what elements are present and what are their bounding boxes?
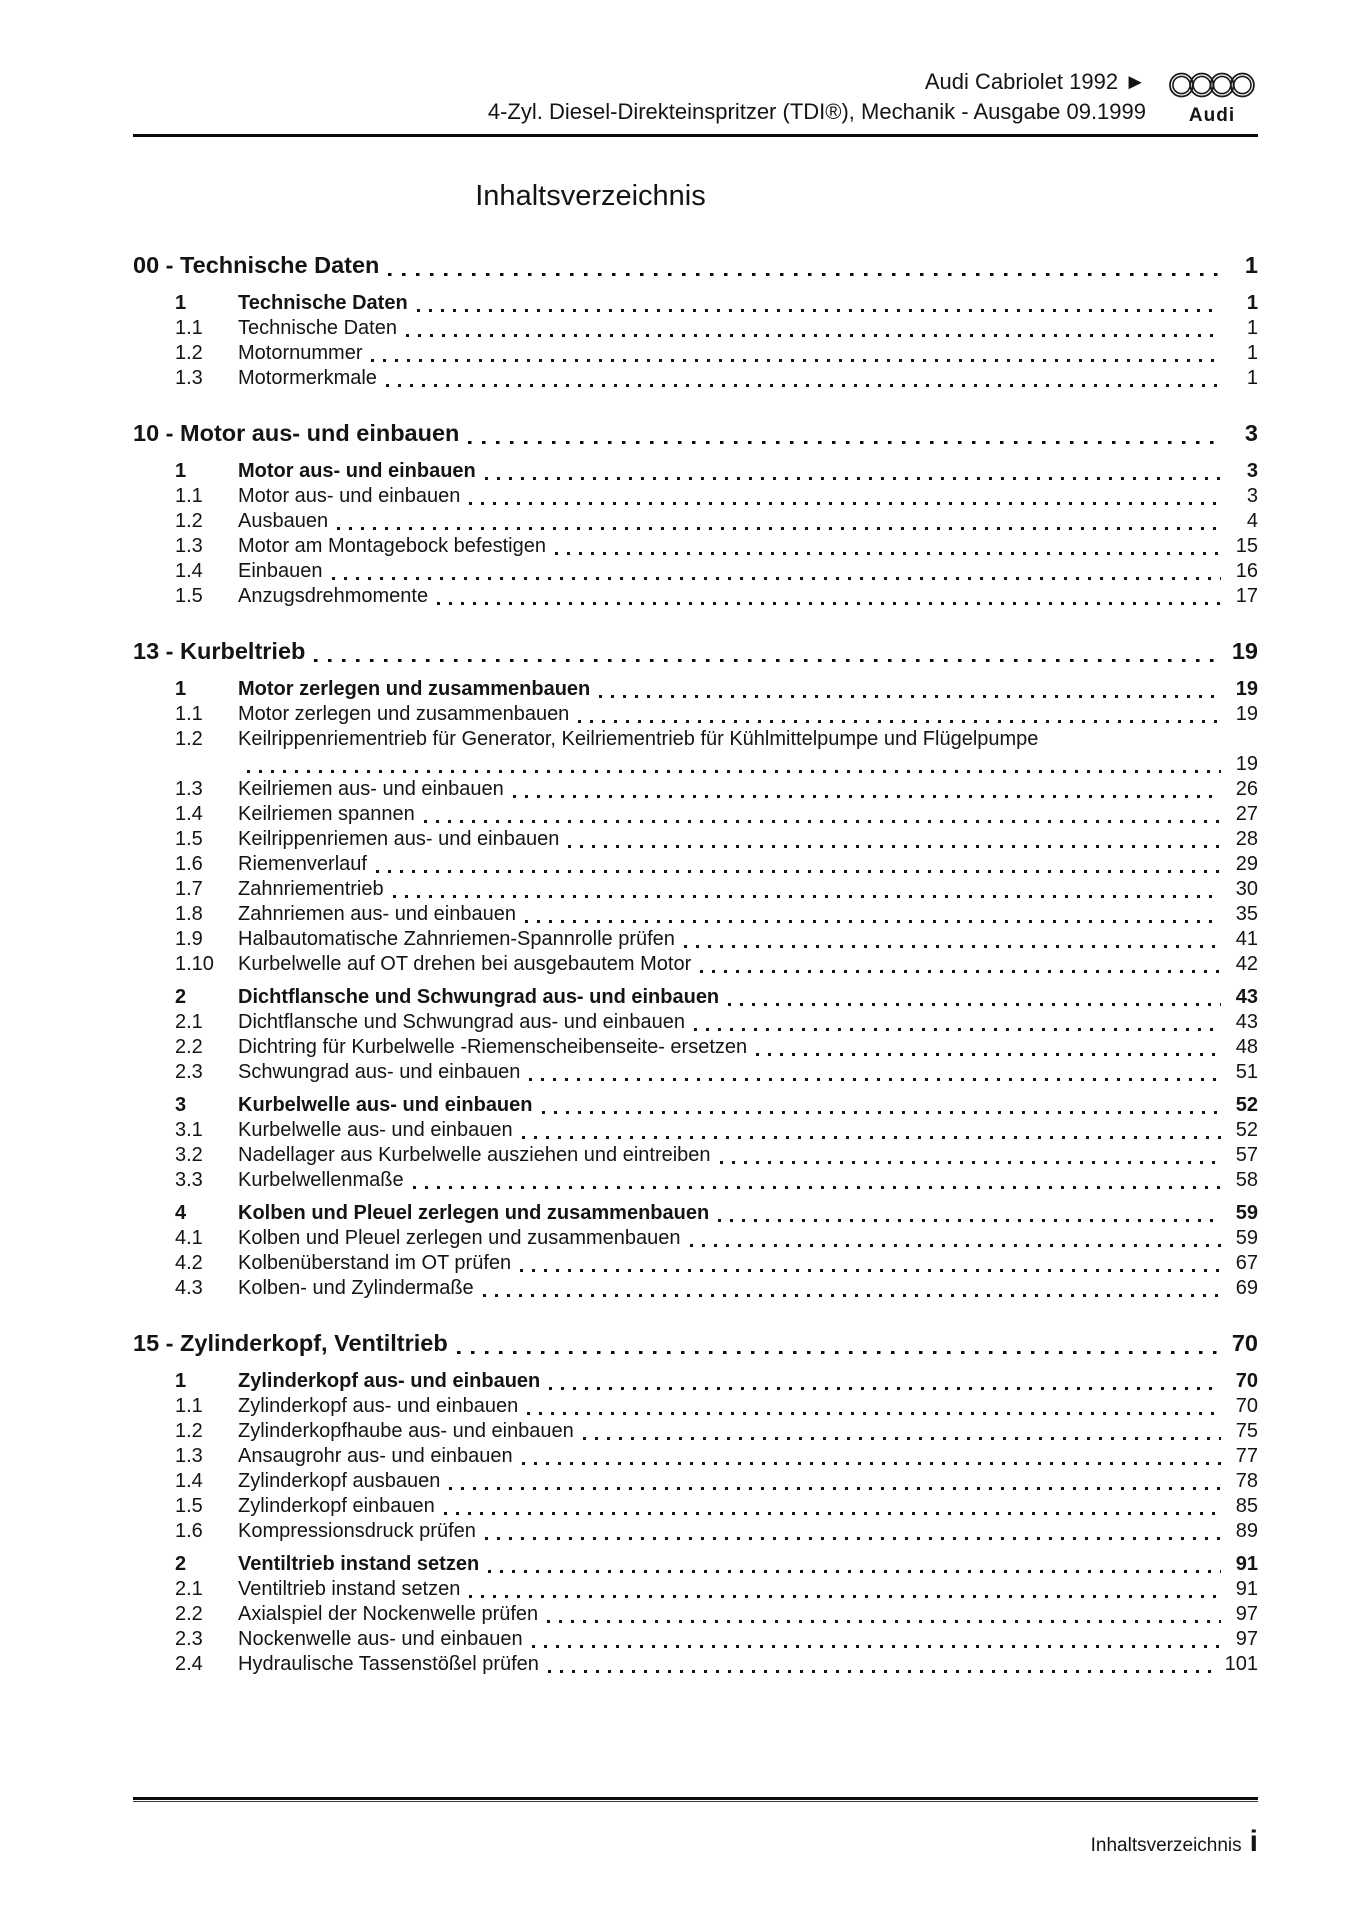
toc-entry — [133, 1251, 1258, 1276]
entry-title: Motor zerlegen und zusammenbauen — [238, 678, 591, 700]
entry-page-number: 101 — [1224, 1653, 1258, 1675]
dot-leader — [376, 870, 1221, 873]
toc-entry — [133, 584, 1258, 609]
entry-page-number: 78 — [1235, 1470, 1258, 1492]
entry-number: 1.5 — [175, 585, 203, 607]
entry-number: 1.2 — [175, 342, 203, 364]
entry-number: 4 — [175, 1202, 187, 1224]
entry-number: 1.3 — [175, 778, 203, 800]
dot-leader — [555, 552, 1221, 555]
entry-number: 1.1 — [175, 703, 203, 725]
dot-leader — [449, 1487, 1221, 1490]
entry-title: Kompressionsdruck prüfen — [238, 1520, 476, 1542]
entry-number: 1.2 — [175, 728, 203, 750]
entry-title: Zylinderkopf aus- und einbauen — [238, 1395, 519, 1417]
toc-entry — [133, 316, 1258, 341]
entry-page-number: 57 — [1235, 1144, 1258, 1166]
entry-title: Kolben und Pleuel zerlegen und zusammenbauen — [238, 1202, 710, 1224]
entry-title: Keilrippenriemen aus- und einbauen — [238, 828, 560, 850]
entry-title: Keilriemen aus- und einbauen — [238, 778, 504, 800]
dot-leader — [488, 1570, 1221, 1573]
entry-title: Motormerkmale — [238, 367, 377, 389]
entry-number: 3.1 — [175, 1119, 203, 1141]
entry-number: 3.3 — [175, 1169, 203, 1191]
toc-entry — [133, 1627, 1258, 1652]
toc-entry — [133, 484, 1258, 509]
entry-page-number: 27 — [1235, 803, 1258, 825]
toc-entry — [133, 509, 1258, 534]
dot-leader — [469, 1595, 1221, 1598]
header-edition-line: 4-Zyl. Diesel-Direkteinspritzer (TDI®), Mechanik - Ausgabe 09.1999 — [487, 99, 1146, 124]
header-text — [488, 67, 1146, 127]
entry-title: Zahnriementrieb — [238, 878, 384, 900]
dot-leader — [529, 1078, 1221, 1081]
entry-number: 2.4 — [175, 1653, 203, 1675]
toc-entry — [133, 459, 1258, 484]
toc-entry — [133, 559, 1258, 584]
toc-section — [133, 635, 1258, 1301]
toc-entry — [133, 827, 1258, 852]
entry-title: Technische Daten — [238, 317, 397, 339]
entry-title: Kurbelwelle auf OT drehen bei ausgebautem Motor — [238, 953, 692, 975]
entry-title: Einbauen — [238, 560, 323, 582]
entry-number: 1.5 — [175, 828, 203, 850]
entry-title: Kolben und Pleuel zerlegen und zusammenbauen — [238, 1227, 681, 1249]
dot-leader — [483, 1294, 1221, 1297]
entry-title: Kurbelwelle aus- und einbauen — [238, 1094, 533, 1116]
dot-leader — [568, 845, 1221, 848]
dot-leader — [756, 1053, 1221, 1056]
entry-title: Motor zerlegen und zusammenbauen — [238, 703, 570, 725]
dot-leader — [469, 502, 1221, 505]
toc-entry — [133, 1010, 1258, 1035]
toc-entry — [133, 927, 1258, 952]
entry-page-number: 1 — [1246, 342, 1258, 364]
toc-entry — [133, 702, 1258, 727]
entry-title: Zylinderkopfhaube aus- und einbauen — [238, 1420, 574, 1442]
entry-number: 2 — [175, 986, 187, 1008]
entry-page-number: 52 — [1235, 1119, 1258, 1141]
section-page-number: 19 — [1231, 638, 1258, 664]
entry-number: 1.2 — [175, 510, 203, 532]
dot-leader — [583, 1437, 1221, 1440]
dot-leader — [527, 1412, 1221, 1415]
toc-entry — [133, 952, 1258, 977]
dot-leader — [444, 1512, 1221, 1515]
entry-number: 2.1 — [175, 1578, 203, 1600]
entry-number: 1.10 — [175, 953, 214, 975]
toc-entry — [133, 1469, 1258, 1494]
toc-entry — [133, 366, 1258, 391]
dot-leader — [247, 770, 1221, 773]
entry-number: 1.7 — [175, 878, 203, 900]
toc-entry — [133, 1552, 1258, 1577]
toc-entry — [133, 802, 1258, 827]
entry-number: 1.4 — [175, 560, 203, 582]
entry-page-number: 51 — [1235, 1061, 1258, 1083]
toc-entry-continuation — [133, 752, 1258, 777]
audi-rings-icon — [1168, 64, 1256, 106]
entry-page-number: 1 — [1246, 317, 1258, 339]
entry-page-number: 29 — [1235, 853, 1258, 875]
toc-section-header — [133, 1327, 1258, 1359]
dot-leader — [728, 1003, 1221, 1006]
toc-entry — [133, 1168, 1258, 1193]
entry-title: Ventiltrieb instand setzen — [238, 1553, 480, 1575]
toc-entry — [133, 1652, 1258, 1677]
entry-title: Motornummer — [238, 342, 363, 364]
dot-leader — [684, 945, 1221, 948]
entry-page-number: 89 — [1235, 1520, 1258, 1542]
toc-entry — [133, 1143, 1258, 1168]
dot-leader — [549, 1387, 1221, 1390]
audi-wordmark: Audi — [1188, 105, 1236, 126]
entry-page-number: 16 — [1235, 560, 1258, 582]
entry-page-number: 48 — [1235, 1036, 1258, 1058]
entry-title: Ventiltrieb instand setzen — [238, 1578, 461, 1600]
entry-page-number: 35 — [1235, 903, 1258, 925]
toc-entry — [133, 677, 1258, 702]
audi-logo — [1166, 64, 1258, 127]
entry-title: Keilriemen spannen — [238, 803, 415, 825]
entry-title: Nadellager aus Kurbelwelle ausziehen und eintreiben — [238, 1144, 711, 1166]
dot-leader — [718, 1219, 1221, 1222]
dot-leader — [690, 1244, 1221, 1247]
toc — [133, 249, 1258, 1677]
entry-number: 1.5 — [175, 1495, 203, 1517]
entry-number: 1.6 — [175, 853, 203, 875]
section-title: 15 - Zylinderkopf, Ventiltrieb — [133, 1330, 448, 1356]
entry-number: 1.1 — [175, 1395, 203, 1417]
entry-page-number: 30 — [1235, 878, 1258, 900]
toc-entry — [133, 341, 1258, 366]
dot-leader — [700, 970, 1221, 973]
entry-number: 1.6 — [175, 1520, 203, 1542]
toc-entry — [133, 1444, 1258, 1469]
section-page-number: 70 — [1231, 1330, 1258, 1356]
entry-page-number: 43 — [1235, 986, 1258, 1008]
entry-title: Zahnriemen aus- und einbauen — [238, 903, 516, 925]
dot-leader — [393, 895, 1221, 898]
toc-entry — [133, 1201, 1258, 1226]
header-divider — [133, 134, 1258, 137]
entry-number: 1.4 — [175, 1470, 203, 1492]
dot-leader — [437, 602, 1221, 605]
toc-section — [133, 249, 1258, 391]
dot-leader — [532, 1645, 1221, 1648]
dot-leader — [513, 795, 1221, 798]
entry-title: Dichtflansche und Schwungrad aus- und einbauen — [238, 1011, 685, 1033]
entry-title: Nockenwelle aus- und einbauen — [238, 1628, 523, 1650]
dot-leader — [406, 334, 1221, 337]
entry-number: 1.3 — [175, 367, 203, 389]
dot-leader — [547, 1620, 1221, 1623]
toc-entry — [133, 1394, 1258, 1419]
toc-entry — [133, 852, 1258, 877]
entry-title: Keilrippenriementrieb für Generator, Keilriementrieb für Kühlmittelpumpe und Flügelpumpe — [238, 728, 1039, 750]
toc-entry — [133, 291, 1258, 316]
entry-page-number: 97 — [1235, 1628, 1258, 1650]
entry-number: 1 — [175, 1370, 187, 1392]
toc-entry — [133, 1577, 1258, 1602]
entry-page-number: 1 — [1246, 292, 1258, 314]
dot-leader — [424, 820, 1221, 823]
toc-entry — [133, 1602, 1258, 1627]
dot-leader — [388, 273, 1221, 277]
entry-title: Anzugsdrehmomente — [238, 585, 429, 607]
entry-page-number: 41 — [1235, 928, 1258, 950]
toc-entry — [133, 1093, 1258, 1118]
entry-number: 1 — [175, 460, 187, 482]
toc-entry — [133, 1226, 1258, 1251]
entry-page-number: 91 — [1235, 1553, 1258, 1575]
header-model-line: Audi Cabriolet 1992 ► — [924, 69, 1146, 94]
toc-entry — [133, 1519, 1258, 1544]
dot-leader — [332, 577, 1221, 580]
entry-number: 2.2 — [175, 1603, 203, 1625]
entry-page-number: 1 — [1246, 367, 1258, 389]
entry-number: 3 — [175, 1094, 187, 1116]
toc-entry — [133, 1494, 1258, 1519]
entry-page-number: 70 — [1235, 1395, 1258, 1417]
entry-title: Hydraulische Tassenstößel prüfen — [238, 1653, 539, 1675]
entry-page-number: 42 — [1235, 953, 1258, 975]
entry-page-number: 75 — [1235, 1420, 1258, 1442]
dot-leader — [417, 309, 1221, 312]
toc-entry — [133, 534, 1258, 559]
entry-title: Kolbenüberstand im OT prüfen — [238, 1252, 512, 1274]
entry-page-number: 4 — [1246, 510, 1258, 532]
entry-page-number: 59 — [1235, 1227, 1258, 1249]
entry-page-number: 17 — [1235, 585, 1258, 607]
entry-title: Zylinderkopf ausbauen — [238, 1470, 441, 1492]
entry-page-number: 15 — [1235, 535, 1258, 557]
toc-entry — [133, 1060, 1258, 1085]
entry-title: Ausbauen — [238, 510, 329, 532]
entry-number: 1.3 — [175, 535, 203, 557]
entry-number: 1.3 — [175, 1445, 203, 1467]
entry-number: 2.1 — [175, 1011, 203, 1033]
entry-number: 1.9 — [175, 928, 203, 950]
entry-number: 4.3 — [175, 1277, 203, 1299]
entry-title: Ansaugrohr aus- und einbauen — [238, 1445, 513, 1467]
entry-number: 2.2 — [175, 1036, 203, 1058]
entry-number: 2.3 — [175, 1061, 203, 1083]
dot-leader — [599, 695, 1221, 698]
entry-title: Kurbelwelle aus- und einbauen — [238, 1119, 513, 1141]
section-page-number: 1 — [1244, 252, 1258, 278]
dot-leader — [522, 1462, 1221, 1465]
entry-page-number: 70 — [1235, 1370, 1258, 1392]
entry-title: Technische Daten — [238, 292, 408, 314]
entry-page-number: 97 — [1235, 1603, 1258, 1625]
entry-title: Zylinderkopf aus- und einbauen — [238, 1370, 541, 1392]
entry-title: Motor aus- und einbauen — [238, 460, 476, 482]
entry-number: 1.1 — [175, 317, 203, 339]
entry-page-number: 19 — [1235, 753, 1258, 775]
entry-number: 1.1 — [175, 485, 203, 507]
entry-number: 1.8 — [175, 903, 203, 925]
entry-page-number: 28 — [1235, 828, 1258, 850]
dot-leader — [525, 920, 1221, 923]
entry-page-number: 26 — [1235, 778, 1258, 800]
entry-number: 1 — [175, 292, 187, 314]
dot-leader — [485, 1537, 1221, 1540]
dot-leader — [520, 1269, 1221, 1272]
toc-entry — [133, 1118, 1258, 1143]
toc-entry — [133, 1419, 1258, 1444]
entry-title: Kurbelwellenmaße — [238, 1169, 404, 1191]
entry-title: Kolben- und Zylindermaße — [238, 1277, 474, 1299]
toc-section-header — [133, 417, 1258, 449]
entry-title: Axialspiel der Nockenwelle prüfen — [238, 1603, 539, 1625]
section-page-number: 3 — [1244, 420, 1258, 446]
dot-leader — [542, 1111, 1222, 1114]
toc-entry — [133, 1369, 1258, 1394]
page-header — [133, 0, 1258, 127]
dot-leader — [468, 441, 1221, 445]
entry-title: Riemenverlauf — [238, 853, 367, 875]
entry-page-number: 59 — [1235, 1202, 1258, 1224]
entry-number: 3.2 — [175, 1144, 203, 1166]
entry-page-number: 43 — [1235, 1011, 1258, 1033]
entry-number: 2.3 — [175, 1628, 203, 1650]
entry-title: Zylinderkopf einbauen — [238, 1495, 435, 1517]
dot-leader — [386, 384, 1221, 387]
entry-page-number: 3 — [1246, 460, 1258, 482]
dot-leader — [694, 1028, 1221, 1031]
toc-section-header — [133, 249, 1258, 281]
entry-page-number: 67 — [1235, 1252, 1258, 1274]
entry-number: 2 — [175, 1553, 187, 1575]
toc-entry — [133, 1276, 1258, 1301]
entry-number: 4.1 — [175, 1227, 203, 1249]
toc-entry — [133, 877, 1258, 902]
dot-leader — [548, 1670, 1220, 1673]
dot-leader — [720, 1161, 1221, 1164]
footer-text — [133, 1825, 1258, 1863]
section-title: 10 - Motor aus- und einbauen — [133, 420, 460, 446]
dot-leader — [413, 1186, 1221, 1189]
entry-title: Dichtring für Kurbelwelle -Riemenscheibenseite- ersetzen — [238, 1036, 748, 1058]
dot-leader — [314, 659, 1221, 663]
dot-leader — [485, 477, 1221, 480]
entry-number: 1 — [175, 678, 187, 700]
footer-page-number: i — [1249, 1825, 1258, 1858]
entry-page-number: 3 — [1246, 485, 1258, 507]
entry-title: Halbautomatische Zahnriemen-Spannrolle prüfen — [238, 928, 675, 950]
dot-leader — [337, 527, 1221, 530]
toc-entry — [133, 1035, 1258, 1060]
entry-number: 1.2 — [175, 1420, 203, 1442]
entry-number: 4.2 — [175, 1252, 203, 1274]
entry-page-number: 52 — [1235, 1094, 1258, 1116]
toc-section — [133, 417, 1258, 609]
page-footer — [133, 1797, 1258, 1863]
dot-leader — [522, 1136, 1221, 1139]
dot-leader — [457, 1351, 1221, 1355]
toc-entry — [133, 985, 1258, 1010]
dot-leader — [371, 359, 1221, 362]
toc-entry — [133, 727, 1258, 752]
entry-page-number: 77 — [1235, 1445, 1258, 1467]
entry-title: Motor am Montagebock befestigen — [238, 535, 546, 557]
toc-entry — [133, 902, 1258, 927]
entry-title: Motor aus- und einbauen — [238, 485, 461, 507]
footer-label: Inhaltsverzeichnis — [1090, 1835, 1242, 1856]
dot-leader — [578, 720, 1221, 723]
entry-title: Dichtflansche und Schwungrad aus- und einbauen — [238, 986, 720, 1008]
entry-page-number: 69 — [1235, 1277, 1258, 1299]
entry-page-number: 19 — [1235, 703, 1258, 725]
entry-page-number: 85 — [1235, 1495, 1258, 1517]
toc-entry — [133, 777, 1258, 802]
page-title: Inhaltsverzeichnis — [475, 180, 706, 212]
entry-page-number: 58 — [1235, 1169, 1258, 1191]
entry-title: Schwungrad aus- und einbauen — [238, 1061, 521, 1083]
entry-page-number: 19 — [1235, 678, 1258, 700]
toc-section-header — [133, 635, 1258, 667]
section-title: 00 - Technische Daten — [133, 252, 380, 278]
entry-page-number: 91 — [1235, 1578, 1258, 1600]
section-title: 13 - Kurbeltrieb — [133, 638, 306, 664]
entry-number: 1.4 — [175, 803, 203, 825]
footer-divider — [133, 1797, 1258, 1803]
toc-section — [133, 1327, 1258, 1677]
